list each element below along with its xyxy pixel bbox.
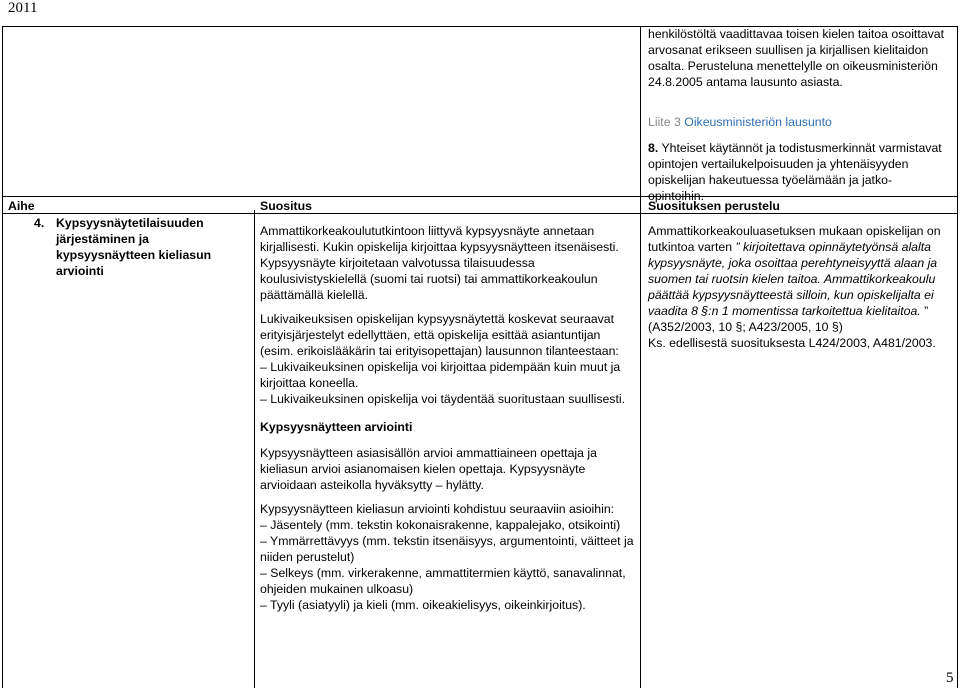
column-divider-2 [640,26,641,688]
justification-paragraph [648,223,954,335]
attachment-reference [648,114,948,130]
header-suosituksen-perustelu: Suosituksen perustelu [648,199,780,213]
top-right-paragraph: henkilöstöltä vaadittavaa toisen kielen taitoa osoittavat arvosanat erikseen suullisen ja kirjallisen kielitaidon osalta. Perusteluna menettelylle on oikeusministeriön 24.8.2005 antama lausunto asiasta. [648,27,944,89]
header-suositus: Suositus [260,199,312,213]
recommendation-paragraph-4: Kypsyysnäytteen kieliasun arviointi kohdistuu seuraaviin asioihin: [260,502,615,516]
recommendation-list-item: – Ymmärrettävyys (mm. tekstin itsenäisyys, argumentointi, väitteet ja niiden perustelut) [260,534,634,564]
column-divider-1 [254,210,255,688]
year-label: 2011 [8,0,38,16]
recommendation-column [260,223,635,613]
header-row-bottom [2,213,958,214]
recommendation-paragraph-2: Lukivaikeuksisen opiskelijan kypsyysnäytettä koskevat seuraavat erityisjärjestelyt edellyttäen, että opiskelija esittää asiantuntijan (esim. erikoislääkärin tai erityisopettajan) lausunnon tilanteestaan: [260,312,619,358]
header-aihe: Aihe [8,199,35,213]
table-border-left [2,26,3,688]
justification-see-also: Ks. edellisestä suosituksesta L424/2003, A481/2003. [648,336,936,350]
row-4-number: 4. [34,216,45,230]
recommendation-list-item: – Selkeys (mm. virkerakenne, ammattitermien käyttö, sanavalinnat, ohjeiden mukainen ulkoasu) [260,566,626,596]
justification-reference: ” (A352/2003, 10 §; A423/2005, 10 §) [648,304,929,334]
recommendation-list-item: – Lukivaikeuksinen opiskelija voi kirjoittaa pidempään kuin muut ja kirjoittaa koneella. [260,360,621,390]
page-number: 5 [946,670,954,686]
recommendation-list-item: – Tyyli (asiatyyli) ja kieli (mm. oikeakielisyys, oikeinkirjoitus). [260,598,586,612]
item-8-text: Yhteiset käytännöt ja todistusmerkinnät varmistavat opintojen vertailukelpoisuuden ja yhtenäisyyden opiskelijan hakeutuessa työelämään ja jatko-opintoihin. [648,141,942,203]
recommendation-heading: Kypsyysnäytteen arviointi [260,420,413,434]
row-4-topic: Kypsyysnäytetilaisuuden järjestäminen ja kypsyysnäytteen kieliasun arviointi [56,216,212,278]
justification-intro: Ammattikorkeakouluasetuksen mukaan opiskelijan on tutkintoa varten [648,224,941,254]
attachment-label[interactable]: Liite 3 [648,115,681,129]
recommendation-paragraph-3: Kypsyysnäytteen asiasisällön arvioi ammattiaineen opettaja ja kieliasun arvioi asianomaisen kielen opettaja. Kypsyysnäyte arvioidaan asteikolla hyväksytty – hylätty. [260,446,597,492]
item-8 [648,140,948,204]
item-8-number: 8. [648,141,659,155]
attachment-title: Oikeusministeriön lausunto [684,115,832,129]
justification-column [648,223,954,351]
table-border-right [957,26,958,688]
recommendation-list-item: – Lukivaikeuksinen opiskelija voi täydentää suoritustaan suullisesti. [260,392,626,406]
recommendation-paragraph-1: Ammattikorkeakoulututkintoon liittyvä kypsyysnäyte annetaan kirjallisesti. Kukin opiskelija kirjoittaa kypsyysnäytteen itsenäisesti. Kypsyysnäyte kirjoitetaan valvotussa tilaisuudessa koulusivistyskielellä (suomi tai ruotsi) tai ammattikorkeakoulun päättämällä kielellä. [260,224,619,302]
recommendation-list-item: – Jäsentely (mm. tekstin kokonaisrakenne, kappalejako, otsikointi) [260,518,621,532]
justification-quote: ” kirjoitettava opinnäytetyönsä alalta kypsyysnäyte, joka osoittaa perehtyneisyyttä alaan ja suomen tai ruotsin kielen taitoa. Ammattikorkeakoulu päättää kypsyysnäytteestä silloin, kun opiskelijalta ei vaadita 8 §:n 1 momentissa tarkoitettua kielitaitoa. [648,240,938,318]
